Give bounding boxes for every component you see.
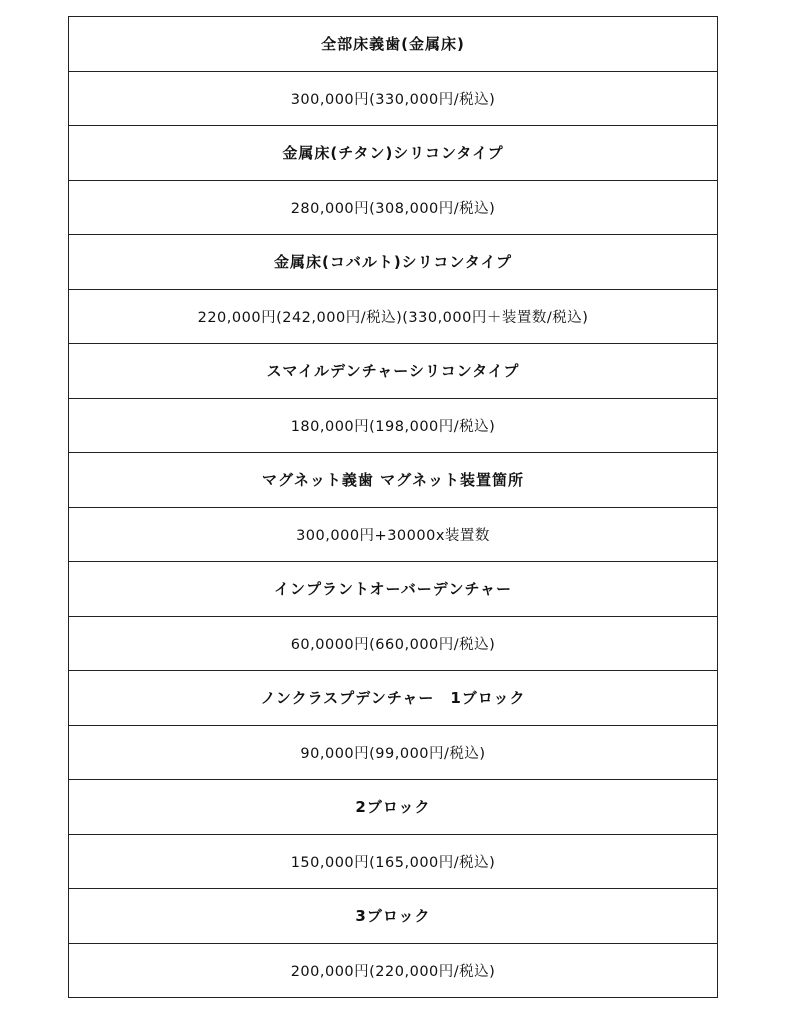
table-row-heading <box>69 344 718 399</box>
price-cell: 280,000円(308,000円/税込) <box>69 180 718 235</box>
price-cell: 180,000円(198,000円/税込) <box>69 398 718 453</box>
item-name-cell: インプラントオーバーデンチャー <box>69 562 718 617</box>
price-cell: 90,000円(99,000円/税込) <box>69 725 718 780</box>
item-name-cell: 2ブロック <box>69 780 718 835</box>
table-row-heading <box>69 235 718 290</box>
price-cell: 300,000円(330,000円/税込) <box>69 71 718 126</box>
item-name-cell: 全部床義歯(金属床) <box>69 17 718 72</box>
table-row-heading <box>69 562 718 617</box>
table-row-price <box>69 834 718 889</box>
item-name-cell: 金属床(チタン)シリコンタイプ <box>69 126 718 181</box>
item-name-cell: 3ブロック <box>69 889 718 944</box>
price-table <box>68 16 718 998</box>
table-row-heading <box>69 453 718 508</box>
price-cell: 300,000円+30000x装置数 <box>69 507 718 562</box>
price-cell: 220,000円(242,000円/税込)(330,000円＋装置数/税込) <box>69 289 718 344</box>
price-cell: 60,0000円(660,000円/税込) <box>69 616 718 671</box>
item-name-cell: マグネット義歯 マグネット装置箇所 <box>69 453 718 508</box>
item-name-cell: ノンクラスプデンチャー 1ブロック <box>69 671 718 726</box>
table-row-price <box>69 507 718 562</box>
table-row-price <box>69 180 718 235</box>
price-cell: 200,000円(220,000円/税込) <box>69 943 718 998</box>
table-row-heading <box>69 889 718 944</box>
table-row-price <box>69 289 718 344</box>
item-name-cell: 金属床(コバルト)シリコンタイプ <box>69 235 718 290</box>
table-row-heading <box>69 126 718 181</box>
item-name-cell: スマイルデンチャーシリコンタイプ <box>69 344 718 399</box>
table-row-price <box>69 616 718 671</box>
table-row-price <box>69 71 718 126</box>
table-row-price <box>69 725 718 780</box>
price-cell: 150,000円(165,000円/税込) <box>69 834 718 889</box>
table-row-heading <box>69 671 718 726</box>
table-row-heading <box>69 17 718 72</box>
table-row-price <box>69 943 718 998</box>
table-row-heading <box>69 780 718 835</box>
table-row-price <box>69 398 718 453</box>
